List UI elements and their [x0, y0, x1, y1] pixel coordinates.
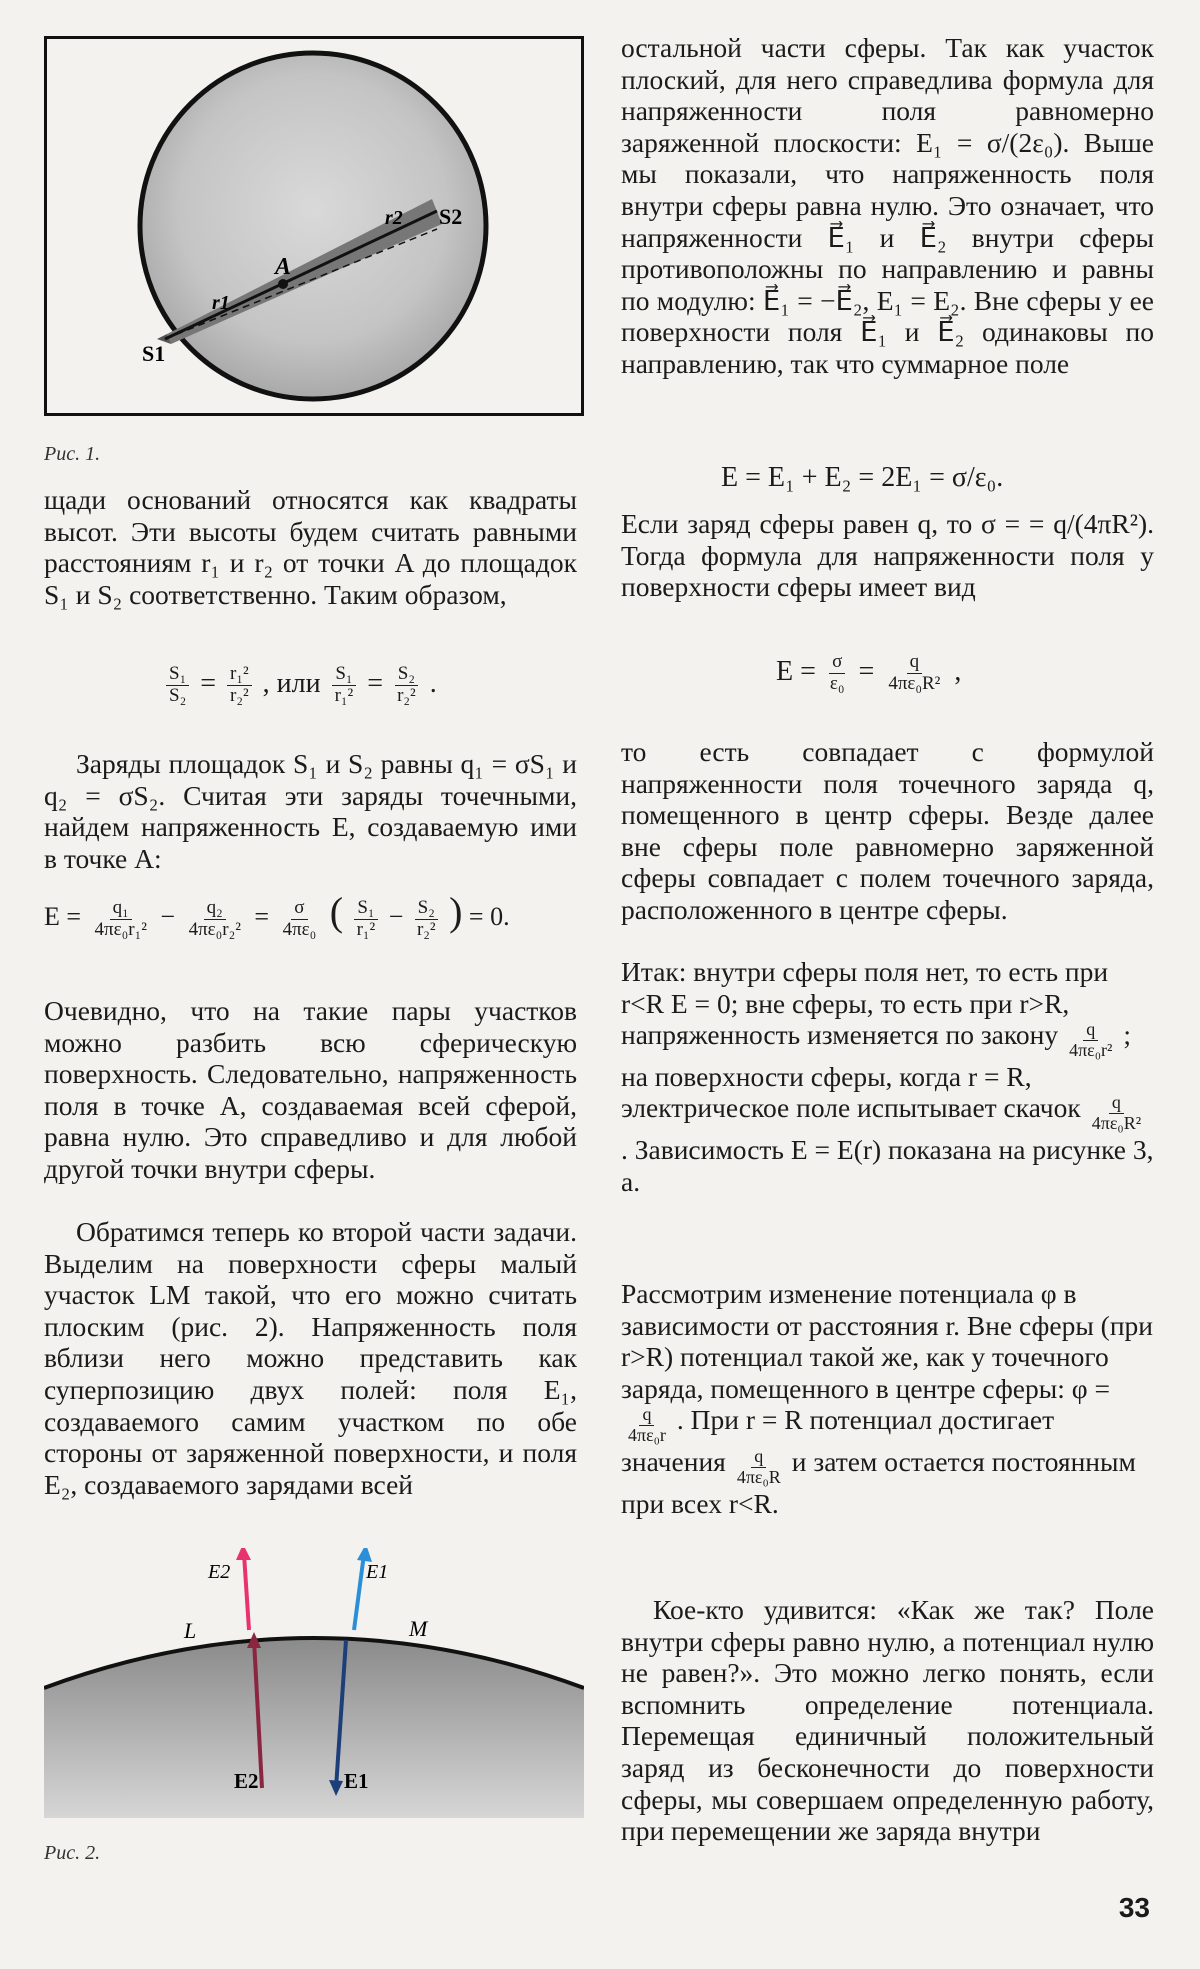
sphere-diagram [47, 39, 581, 413]
page-number: 33 [1118, 1892, 1150, 1923]
label-m: M [409, 1616, 428, 1641]
sphere-surface [44, 1638, 584, 1818]
right-paragraph-6: Кое-кто удивится: «Как же так? Поле внутри сферы равно нулю, а потенциал нулю не равен?». Это можно легко понять, если вспомнить определение потенциала. Перемещая единичный положительный заряд из бесконечности до поверхности сферы, мы совершаем определенную работу, при перемещении же заряда внутри [621, 1594, 1154, 1847]
right-paragraph-3: то есть совпадает с формулой напряженности поля точечного заряда q, помещенного в центр сферы. Везде далее вне сферы поле равномерно заряженной сферы совпадает с полем точечного заряда, расположенного в центре сферы. [621, 736, 1154, 925]
left-paragraph-3: Очевидно, что на такие пары участков можно разбить всю сферическую поверхность. Следовательно, напряженность поля в точке A, создаваемая всей сферой, равна нулю. Это справедливо и для любой другой точки внутри сферы. [44, 995, 577, 1184]
label-e2-bottom: E2 [234, 1769, 259, 1793]
label-r2: r2 [385, 207, 403, 229]
figure-1-caption: Рис. 1. [44, 443, 101, 465]
label-e1-bottom: E1 [344, 1769, 369, 1793]
equation-field-zero: E = $\frac{\text{q₁}}{\text{4πε₀r₁²}}$ − $\frac{\text{q₂}}{\text{4πε₀r₂²}}$ = $\frac{\sigma}{\text{4πε₀}}$ ( $\frac{\text{S₁}}{\text{r₁²}}$ − $\frac{\text{S₂}}{\text{r₂²}}$ ) = 0. [44, 889, 510, 940]
left-paragraph-2: Заряды площадок S₁ и S₂ равны q₁ = σS₁ и q₂ = σS₂. Считая эти заряды точечными, найдем напряженность E, создаваемую ими в точке A: [44, 748, 577, 874]
equation-surface-field: E = $\frac{\sigma}{\text{ε₀}}$ = $\frac{q}{\text{4πε₀R²}}$ , [776, 651, 962, 694]
right-paragraph-1: остальной части сферы. Так как участок плоский, для него справедлива формула для напряженности поля равномерно заряженной плоскости: E₁ = σ/(2ε₀). Выше мы показали, что напряженность поля внутри сферы равна нулю. Это означает, что напряженности E⃗₁ и E⃗₂ внутри сферы противоположны по направлению и равны по модулю: E⃗₁ = −E⃗₂, E₁ = E₂. Вне сферы у ее поверхности поля E⃗₁ и E⃗₂ одинаковы по направлению, так что суммарное поле [621, 32, 1154, 379]
surface-diagram [44, 1548, 584, 1818]
label-s2: S2 [439, 204, 463, 229]
label-e2-top: E2 [208, 1561, 231, 1583]
figure-2-caption: Рис. 2. [44, 1842, 101, 1864]
formula-delta-e: $\frac{q}{\text{4πε₀R²}}$ [1091, 1092, 1142, 1134]
formula-e-outside: $\frac{q}{\text{4πε₀r²}}$ [1069, 1019, 1113, 1061]
label-s1: S1 [142, 341, 166, 366]
equation-total-field: E = E₁ + E₂ = 2E₁ = σ/ε₀. [721, 462, 1004, 493]
point-a [278, 279, 288, 289]
equation-ratio: $\frac{\text{S₁}}{\text{S₂}}$ = $\frac{\text{r₁²}}{\text{r₂²}}$ , или $\frac{\text{S₁}}{\text{r₁²}}$ = $\frac{\text{S₂}}{\text{r₂²}}$ . [162, 664, 437, 707]
label-e1-top: E1 [366, 1561, 389, 1583]
label-r1: r1 [212, 292, 230, 314]
formula-phi-surface: $\frac{q}{\text{4πε₀R}}$ [736, 1446, 781, 1487]
label-a: A [275, 254, 292, 280]
arrow-e1-outside [354, 1554, 364, 1630]
formula-phi-outside: $\frac{q}{\text{4πε₀r}}$ [628, 1404, 666, 1446]
label-l: L [184, 1618, 197, 1643]
right-paragraph-4: Итак: внутри сферы поля нет, то есть при r<R E = 0; вне сферы, то есть при r>R, напряженность изменяется по закону $\frac{q}{\text{4πε₀r²}}$ ; на поверхности сферы, когда r = R, электрическое поле испытывает скачок $\frac{q}{\text{4πε₀R²}}$ . Зависимость E = E(r) показана на рисунке 3, а. [621, 956, 1154, 1197]
left-paragraph-4: Обратимся теперь ко второй части задачи. Выделим на поверхности сферы малый участок LM такой, что его можно считать плоским (рис. 2). Напряженность поля вблизи него можно представить как суперпозицию двух полей: поля E₁, создаваемого самим участком по обе стороны от заряженной поверхности, и поля E₂, создаваемого зарядами всей [44, 1216, 577, 1500]
figure-1 [44, 36, 584, 416]
right-paragraph-2: Если заряд сферы равен q, то σ = = q/(4πR²). Тогда формула для напряженности поля у поверхности сферы имеет вид [621, 508, 1154, 603]
left-paragraph-1: щади оснований относятся как квадраты высот. Эти высоты будем считать равными расстояниям r₁ и r₂ от точки A до площадок S₁ и S₂ соответственно. Таким образом, [44, 484, 577, 610]
arrow-e2-outside [244, 1554, 249, 1630]
right-paragraph-5: Рассмотрим изменение потенциала φ в зависимости от расстояния r. Вне сферы (при r>R) потенциал такой же, как у точечного заряда, помещенного в центре сферы: φ = $\frac{q}{\text{4πε₀r}}$ . При r = R потенциал достигает значения $\frac{q}{\text{4πε₀R}}$ и затем остается постоянным при всех r<R. [621, 1278, 1154, 1519]
figure-2 [44, 1548, 584, 1818]
